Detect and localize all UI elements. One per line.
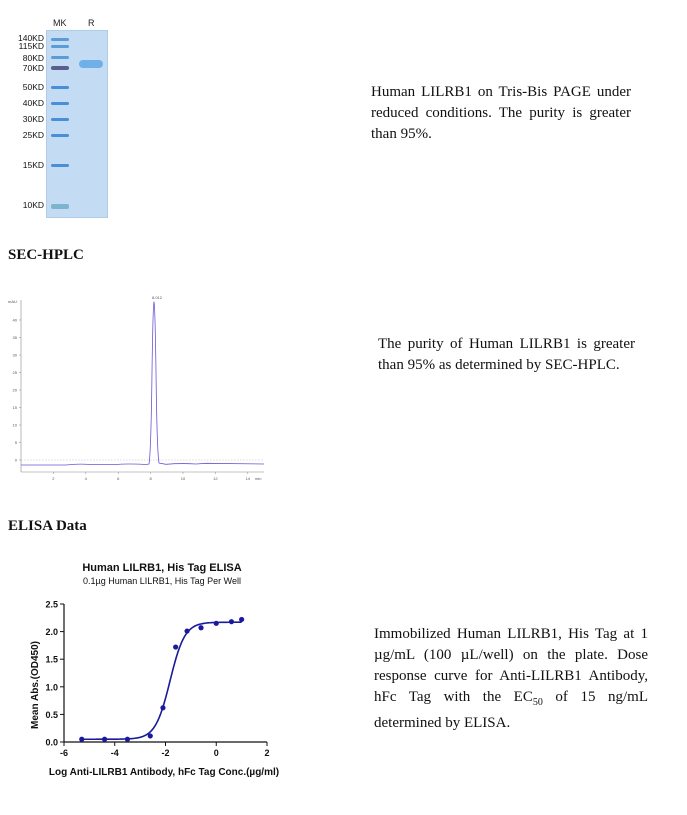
y-tick-label: 0.5 (45, 709, 58, 720)
x-tick-label: 14 (245, 476, 251, 481)
elisa-title: ELISA Data (8, 518, 87, 534)
data-point (184, 628, 189, 633)
elisa-description-text-end: of 15 ng/mL determined by ELISA. (374, 689, 648, 731)
marker-band (51, 134, 69, 137)
data-points (79, 617, 244, 742)
marker-band (51, 86, 69, 89)
marker-label: 40KD (22, 98, 44, 108)
y-tick-label: 20 (12, 387, 17, 393)
sec-hplc-title: SEC-HPLC (8, 247, 84, 263)
fit-line (82, 622, 242, 739)
marker-band (51, 204, 69, 209)
marker-label: 80KD (22, 53, 44, 63)
marker-band (51, 56, 69, 59)
data-point (214, 621, 219, 626)
y-tick-label: 30 (12, 352, 17, 358)
x-tick-label: 2 (52, 476, 55, 481)
y-tick-label: 15 (12, 405, 17, 410)
y-tick-label: 10 (12, 422, 17, 428)
marker-label: 10KD (22, 200, 44, 210)
y-unit-label: mAU (8, 299, 17, 304)
y-tick-label: 5 (14, 440, 17, 445)
marker-label: 30KD (22, 114, 44, 124)
y-tick-label: 35 (12, 335, 17, 340)
y-tick-label: 2.5 (45, 599, 58, 610)
y-axis-label: Mean Abs.(OD450) (30, 641, 41, 729)
y-tick-label: 40 (12, 317, 17, 323)
x-tick-label: 10 (180, 476, 186, 481)
data-point (102, 737, 107, 742)
peak-label: 8.012 (152, 295, 163, 300)
marker-label: 50KD (22, 82, 44, 92)
x-tick-label: -4 (110, 748, 119, 758)
data-point (125, 737, 130, 742)
data-point (173, 644, 178, 649)
y-tick-label: 0 (14, 457, 17, 463)
marker-band (51, 164, 69, 167)
marker-label: 15KD (22, 160, 44, 170)
gel-image (46, 30, 108, 218)
x-tick-label: 0 (213, 748, 219, 758)
sec-hplc-description: The purity of Human LILRB1 is greater than 95% as determined by SEC-HPLC. (378, 336, 635, 373)
marker-band (51, 38, 69, 41)
marker-band (51, 66, 69, 70)
y-tick-label: 2.0 (45, 627, 58, 638)
marker-label: 70KD (22, 63, 44, 73)
x-tick-label: 6 (117, 476, 120, 481)
y-tick-label: 1.5 (45, 654, 58, 665)
x-tick-label: -2 (161, 748, 170, 758)
data-point (79, 737, 84, 742)
y-ticks (13, 318, 21, 463)
y-tick-label: 25 (12, 370, 17, 375)
chart-title: Human LILRB1, His Tag ELISA (82, 562, 242, 574)
x-tick-label: -6 (59, 748, 69, 758)
marker-band (51, 45, 69, 48)
lane-header-mk: MK (53, 18, 67, 28)
data-point (148, 733, 153, 738)
y-tick-label: 0.0 (45, 737, 58, 748)
x-ticks (52, 472, 251, 481)
marker-label: 25KD (22, 130, 44, 140)
marker-label: 140KD (18, 33, 44, 43)
data-point (229, 619, 234, 624)
lane-header-r: R (88, 18, 95, 28)
elisa-description (374, 624, 648, 734)
sec-hplc-chromatogram (6, 292, 268, 484)
data-point (239, 617, 244, 622)
elisa-chart (0, 555, 320, 790)
data-point (198, 625, 203, 630)
marker-band (51, 102, 69, 105)
x-axis-label: Log Anti-LILRB1 Antibody, hFc Tag Conc.(µg/ml) (48, 767, 280, 778)
marker-label: 115KD (18, 41, 44, 51)
chart-subtitle: 0.1µg Human LILRB1, His Tag Per Well (83, 576, 241, 586)
x-tick-label: 12 (213, 476, 218, 481)
ec50-subscript: 50 (532, 697, 543, 708)
x-unit-label: min (255, 476, 262, 481)
x-tick-label: 2 (264, 748, 270, 758)
fit-curve (82, 622, 242, 739)
marker-band (51, 118, 69, 121)
data-point (160, 705, 165, 710)
y-tick-label: 1.0 (45, 682, 58, 693)
elisa-description-text: Immobilized Human LILRB1, His Tag at 1 µg/mL (100 µL/well) on the plate. Dose response curve for Anti-LILRB1 Antibody, hFc Tag with the EC (374, 626, 648, 705)
x-tick-label: 4 (84, 476, 87, 481)
chart-axes (45, 600, 269, 759)
gel-description: Human LILRB1 on Tris-Bis PAGE under reduced conditions. The purity is greater than 95%. (371, 84, 631, 142)
chromatogram-trace (21, 302, 264, 465)
sample-band (79, 60, 103, 68)
x-tick-label: 8 (149, 476, 152, 481)
